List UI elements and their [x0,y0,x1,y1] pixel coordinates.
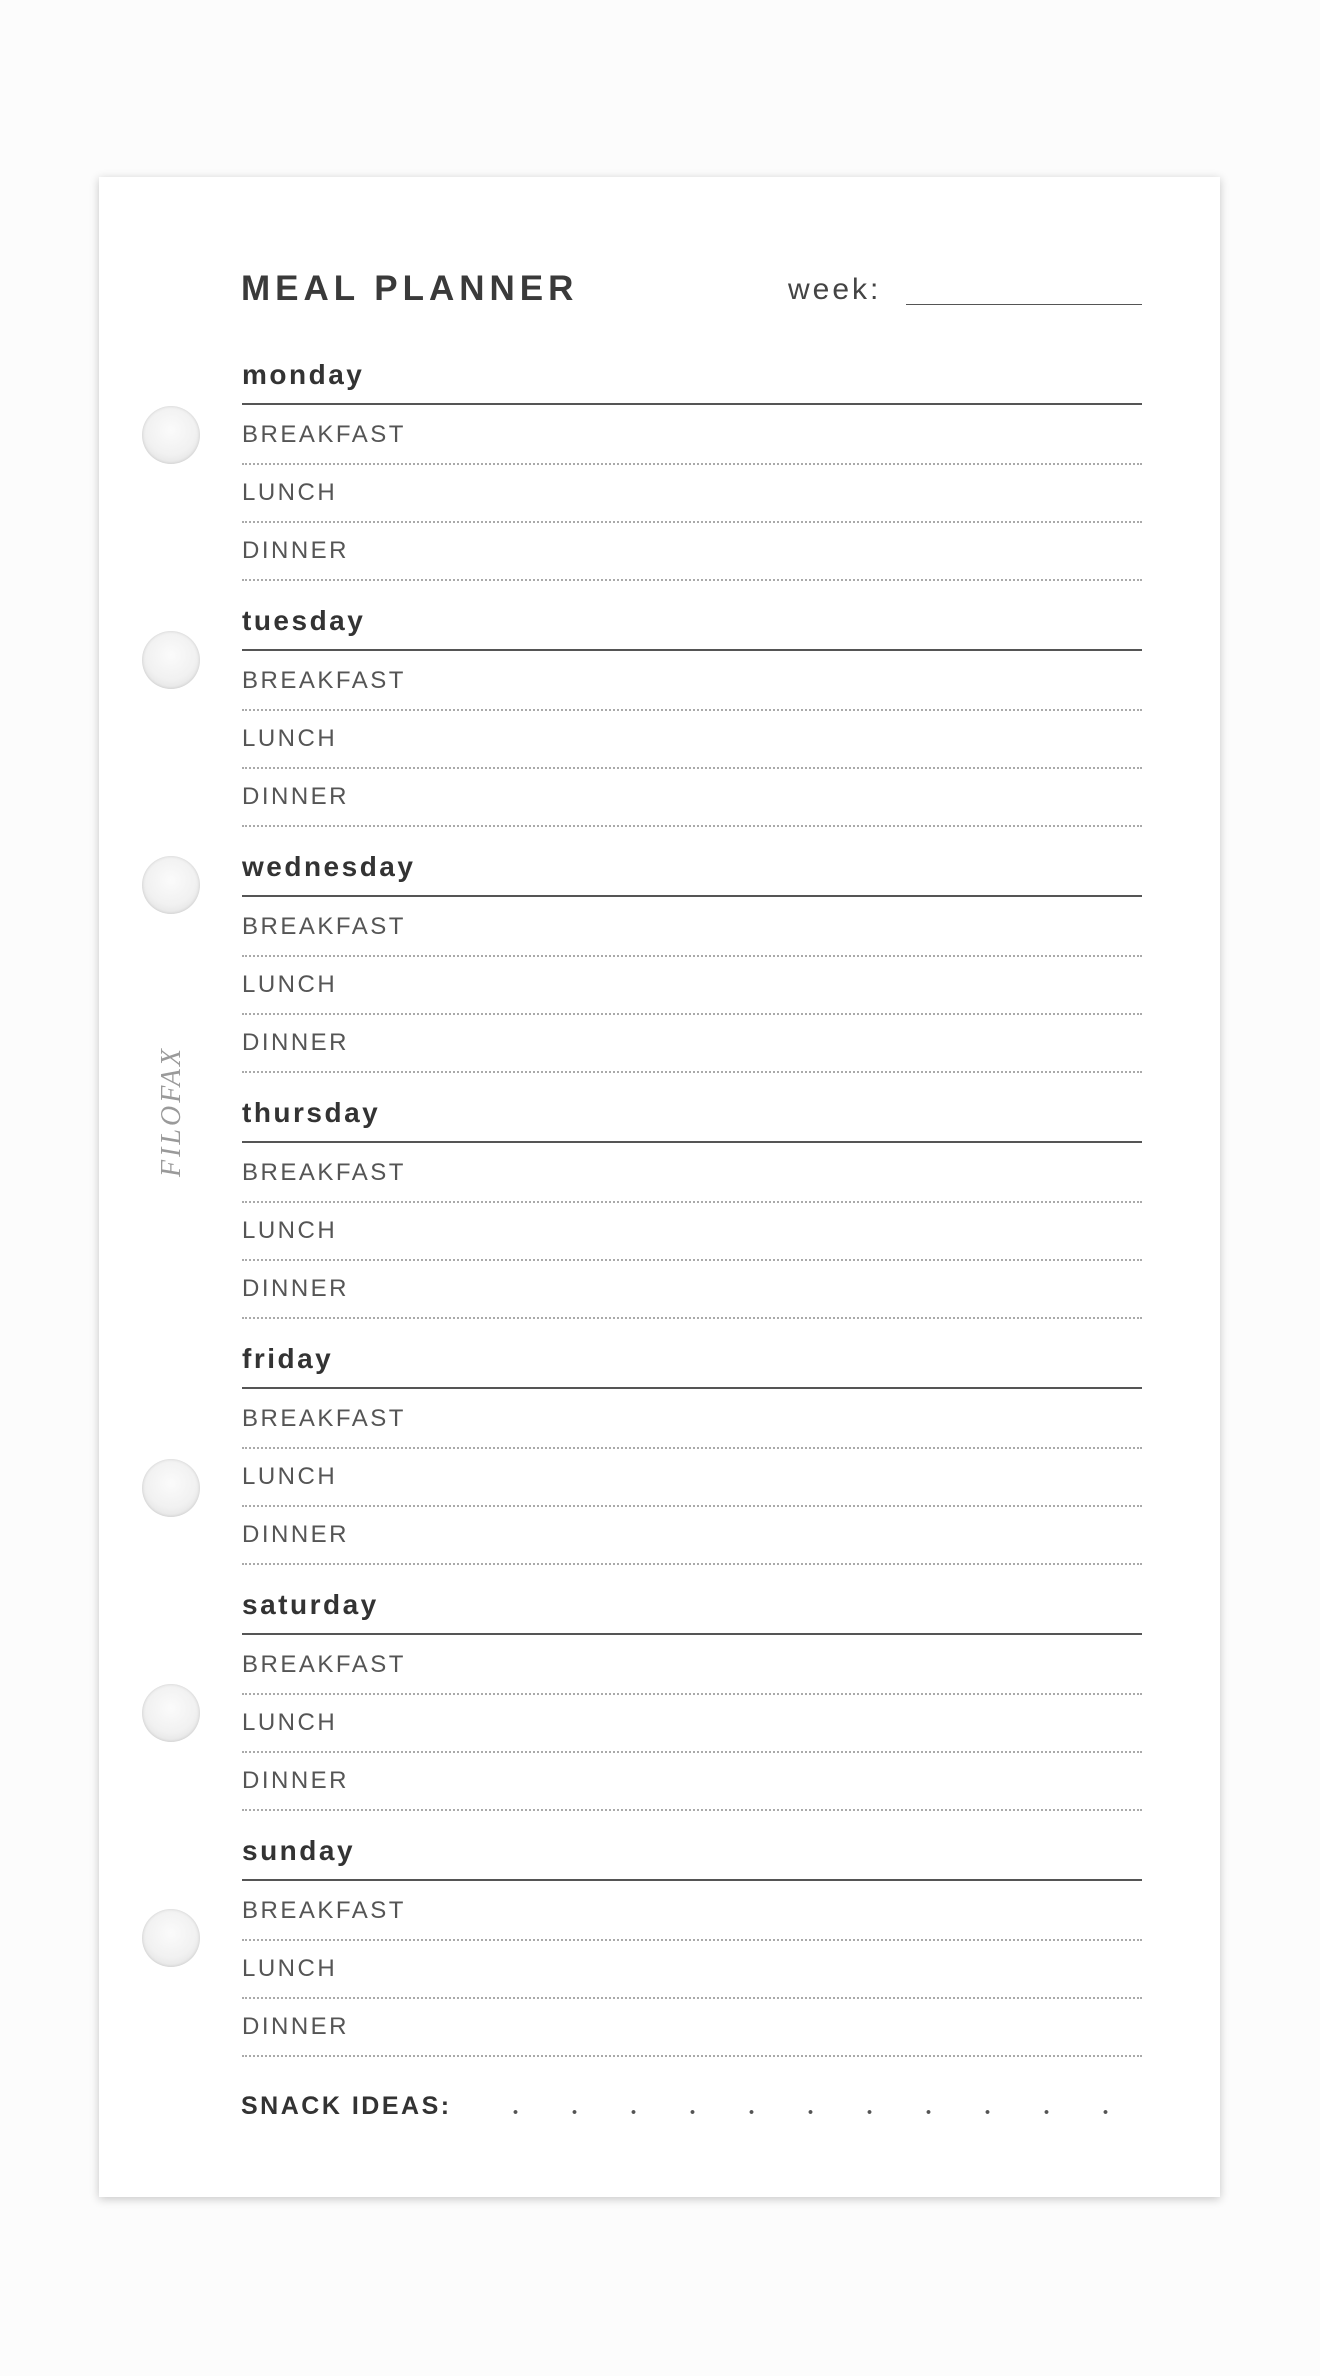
meal-label: DINNER [242,1767,350,1794]
breakfast-line[interactable] [242,1881,1142,1941]
dinner-line[interactable] [242,767,1142,827]
snack-ideas-line[interactable] [486,2109,1142,2115]
day-name: sunday [242,1835,356,1866]
binder-hole [142,1909,200,1967]
filofax-logo: FILOFAX [156,1046,187,1177]
breakfast-line[interactable] [242,1389,1142,1449]
binder-hole [142,406,200,464]
dinner-line[interactable] [242,1259,1142,1319]
dinner-line[interactable] [242,1751,1142,1811]
binder-hole [142,856,200,914]
day-section-tuesday [242,603,1142,849]
day-name: saturday [242,1589,379,1620]
meal-label: LUNCH [242,725,338,752]
meal-label: BREAKFAST [242,1651,406,1678]
meal-label: DINNER [242,1029,350,1056]
meal-label: DINNER [242,783,350,810]
lunch-line[interactable] [242,709,1142,769]
planner-page [99,177,1220,2197]
day-section-friday [242,1341,1142,1587]
meal-label: LUNCH [242,479,338,506]
meal-label: LUNCH [242,1955,338,1982]
lunch-line[interactable] [242,1201,1142,1261]
day-name: friday [242,1343,334,1374]
day-name: monday [242,359,365,390]
day-section-saturday [242,1587,1142,1833]
binder-hole [142,631,200,689]
meal-label: BREAKFAST [242,1405,406,1432]
dinner-line[interactable] [242,1505,1142,1565]
dinner-line[interactable] [242,1013,1142,1073]
meal-label: DINNER [242,1275,350,1302]
dinner-line[interactable] [242,1997,1142,2057]
lunch-line[interactable] [242,1939,1142,1999]
day-name: thursday [242,1097,381,1128]
week-label: week: [788,273,882,306]
meal-label: LUNCH [242,1463,338,1490]
meal-label: BREAKFAST [242,913,406,940]
meal-label: BREAKFAST [242,1159,406,1186]
meal-label: BREAKFAST [242,1897,406,1924]
week-input-line[interactable] [906,304,1142,305]
binder-hole [142,1684,200,1742]
day-section-sunday [242,1833,1142,2079]
meal-label: DINNER [242,2013,350,2040]
breakfast-line[interactable] [242,651,1142,711]
meal-label: LUNCH [242,1217,338,1244]
breakfast-line[interactable] [242,897,1142,957]
breakfast-line[interactable] [242,1143,1142,1203]
meal-label: DINNER [242,537,350,564]
meal-label: DINNER [242,1521,350,1548]
breakfast-line[interactable] [242,1635,1142,1695]
dinner-line[interactable] [242,521,1142,581]
meal-label: BREAKFAST [242,421,406,448]
snack-ideas-label: SNACK IDEAS: [241,2092,452,2120]
lunch-line[interactable] [242,463,1142,523]
binder-hole [142,1459,200,1517]
breakfast-line[interactable] [242,405,1142,465]
day-section-monday [242,357,1142,603]
meal-label: LUNCH [242,1709,338,1736]
meal-label: BREAKFAST [242,667,406,694]
lunch-line[interactable] [242,955,1142,1015]
day-section-thursday [242,1095,1142,1341]
meal-label: LUNCH [242,971,338,998]
page-title: MEAL PLANNER [241,269,579,308]
lunch-line[interactable] [242,1447,1142,1507]
day-section-wednesday [242,849,1142,1095]
day-name: tuesday [242,605,366,636]
day-name: wednesday [242,851,416,882]
lunch-line[interactable] [242,1693,1142,1753]
